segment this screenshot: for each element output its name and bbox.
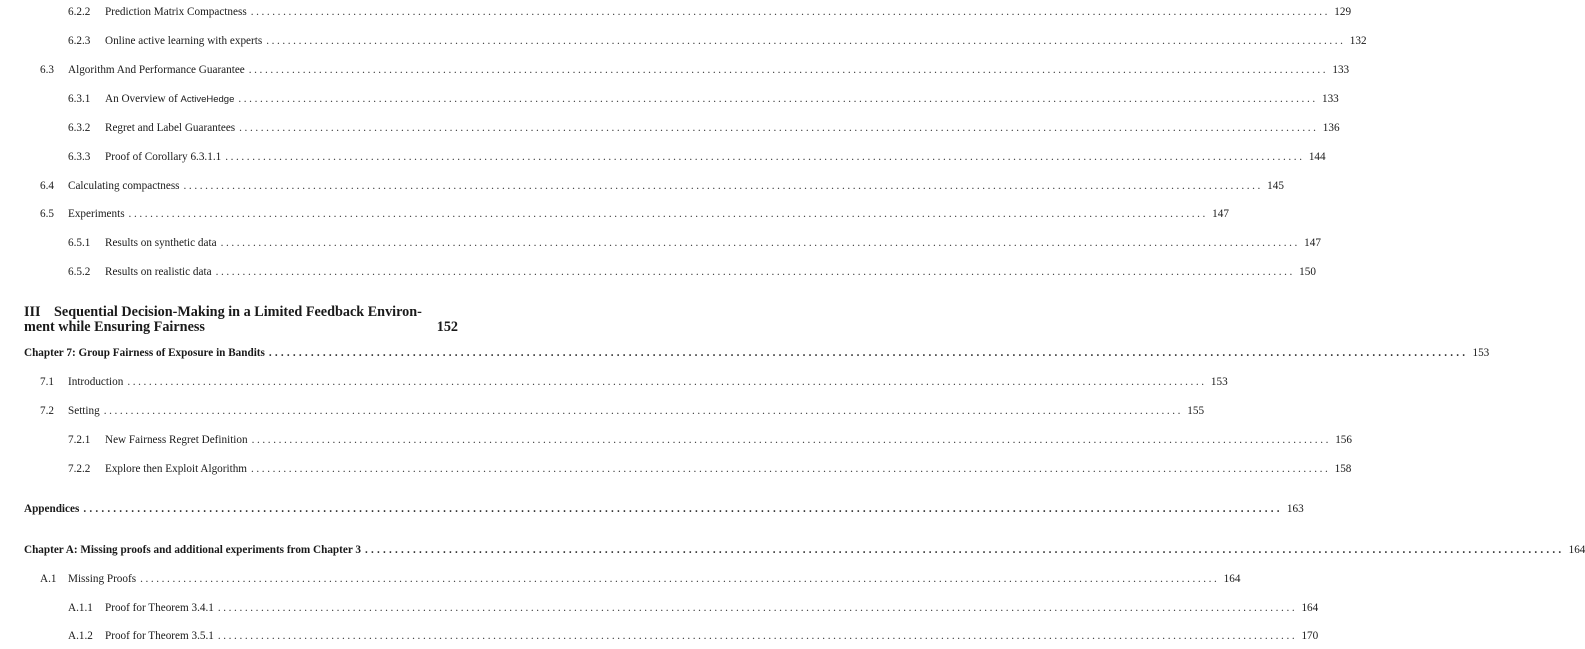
page-number: 144 [1308,151,1326,163]
leader-dots: ........................................................................................................................................................................................................ [248,64,1329,76]
leader-dots: ........................................................................................................................................................................................................ [266,35,1346,47]
section-title: Introduction [68,376,124,388]
leader-dots: ........................................................................................................................................................................................................ [251,434,1331,446]
algorithm-name: ActiveHedge [180,94,235,105]
page-number: 152 [436,319,458,335]
page-number: 158 [1334,463,1352,475]
page-number: 153 [1472,347,1490,359]
toc-entry-6-5[interactable] [0,206,1229,222]
leader-dots: ........................................................................................................................................................................................................ [225,151,1305,163]
page-number: 150 [1299,266,1316,278]
leader-dots: ........................................................................................................................................................................................................ [103,405,1184,417]
section-number: 6.4 [40,180,54,192]
leader-dots: ........................................................................................................................................................................................................ [215,266,1295,278]
toc-entry-6-3-2[interactable] [0,120,1340,136]
leader-dots: ........................................................................................................................................................................................................ [250,6,1331,18]
page-number: 132 [1349,35,1367,47]
section-title: New Fairness Regret Definition [105,434,248,446]
toc-entry-a-1-2[interactable] [0,628,1319,644]
section-title: Algorithm And Performance Guarantee [68,64,245,76]
part-number: III [24,304,41,320]
toc-entry-appendices[interactable] [0,501,1304,517]
section-number: A.1.1 [68,602,93,614]
toc-entry-6-2-2[interactable] [0,4,1352,20]
leader-dots: ........................................................................................................................................................................................................ [140,573,1220,585]
section-number: 7.1 [40,376,54,388]
leader-dots: ........................................................................................................................................................................................................ [268,347,1469,359]
toc-entry-6-5-2[interactable] [0,264,1316,280]
page-number: 156 [1335,434,1352,446]
section-title: Online active learning with experts [105,35,263,47]
section-number: 7.2.2 [68,463,91,475]
leader-dots: ........................................................................................................................................................................................................ [251,463,1331,475]
section-title: Proof of Corollary 6.3.1.1 [105,151,222,163]
toc-entry-6-3-1[interactable] [0,91,1339,107]
page-number: 164 [1301,602,1319,614]
leader-dots: ........................................................................................................................................................................................................ [127,376,1207,388]
page-number: 133 [1332,64,1350,76]
section-number: A.1.2 [68,630,93,642]
section-number: 6.3 [40,64,54,76]
section-title: Proof for Theorem 3.5.1 [105,630,214,642]
chapter-title: Chapter 7: Group Fairness of Exposure in Bandits [24,347,265,359]
section-title: Setting [68,405,100,417]
toc-entry-6-5-1[interactable] [0,235,1321,251]
section-number: 7.2 [40,405,54,417]
section-number: 6.3.3 [68,151,91,163]
page-number: 170 [1301,630,1319,642]
toc-entry-chapter-a[interactable] [0,542,1585,558]
section-title: Missing Proofs [68,573,137,585]
page-number: 136 [1322,122,1340,134]
leader-dots: ........................................................................................................................................................................................................ [365,544,1565,556]
section-title-prefix: An Overview of [105,93,178,105]
toc-entry-7-2-2[interactable] [0,461,1352,477]
section-title: Calculating compactness [68,180,180,192]
toc-entry-7-2[interactable] [0,403,1205,419]
leader-dots: ........................................................................................................................................................................................................ [238,93,1318,105]
page-number: 155 [1187,405,1205,417]
section-title: Explore then Exploit Algorithm [105,463,248,475]
section-number: 6.2.3 [68,35,91,47]
leader-dots: ........................................................................................................................................................................................................ [183,180,1263,192]
section-title: Results on realistic data [105,266,212,278]
toc-entry-6-2-3[interactable] [0,33,1367,49]
toc-entry-a-1-1[interactable] [0,600,1319,616]
page-number: 147 [1212,208,1229,220]
leader-dots: ........................................................................................................................................................................................................ [220,237,1300,249]
leader-dots: ........................................................................................................................................................................................................ [83,503,1283,515]
page-number: 153 [1210,376,1228,388]
section-number: 6.3.1 [68,93,91,105]
page-number: 129 [1334,6,1352,18]
leader-dots: ........................................................................................................................................................................................................ [217,630,1298,642]
section-number: A.1 [40,573,57,585]
toc-part-iii-heading[interactable] [24,305,458,335]
part-title-line-1 [24,305,458,320]
page-number: 163 [1286,503,1304,515]
section-number: 6.5.1 [68,237,91,249]
leader-dots: ........................................................................................................................................................................................................ [128,208,1208,220]
chapter-title: Appendices [24,503,80,515]
section-title: Proof for Theorem 3.4.1 [105,602,214,614]
toc-entry-6-3-3[interactable] [0,149,1326,165]
toc-entry-6-4[interactable] [0,178,1284,194]
page-number: 145 [1267,180,1284,192]
section-number: 6.3.2 [68,122,91,134]
toc-entry-7-2-1[interactable] [0,432,1352,448]
toc-entry-6-3[interactable] [0,62,1350,78]
page-number: 147 [1304,237,1321,249]
section-number: 6.2.2 [68,6,91,18]
page-number: 164 [1568,544,1585,556]
section-number: 6.5 [40,208,54,220]
section-title: Experiments [68,208,125,220]
leader-dots: ........................................................................................................................................................................................................ [217,602,1298,614]
chapter-title: Chapter A: Missing proofs and additional experiments from Chapter 3 [24,544,361,556]
part-title-line-2: ment while Ensuring Fairness [24,319,205,335]
toc-entry-7-1[interactable] [0,374,1228,390]
leader-dots: ........................................................................................................................................................................................................ [239,122,1319,134]
section-number: 7.2.1 [68,434,91,446]
section-number: 6.5.2 [68,266,91,278]
page-number: 164 [1223,573,1241,585]
section-title [105,91,234,108]
toc-entry-chapter-7[interactable] [0,345,1490,361]
section-title: Regret and Label Guarantees [105,122,236,134]
part-title-text-1: Sequential Decision-Making in a Limited Feedback Environ- [54,304,422,320]
toc-entry-a-1[interactable] [0,571,1241,587]
section-title: Results on synthetic data [105,237,217,249]
page-number: 133 [1321,93,1339,105]
section-title: Prediction Matrix Compactness [105,6,247,18]
